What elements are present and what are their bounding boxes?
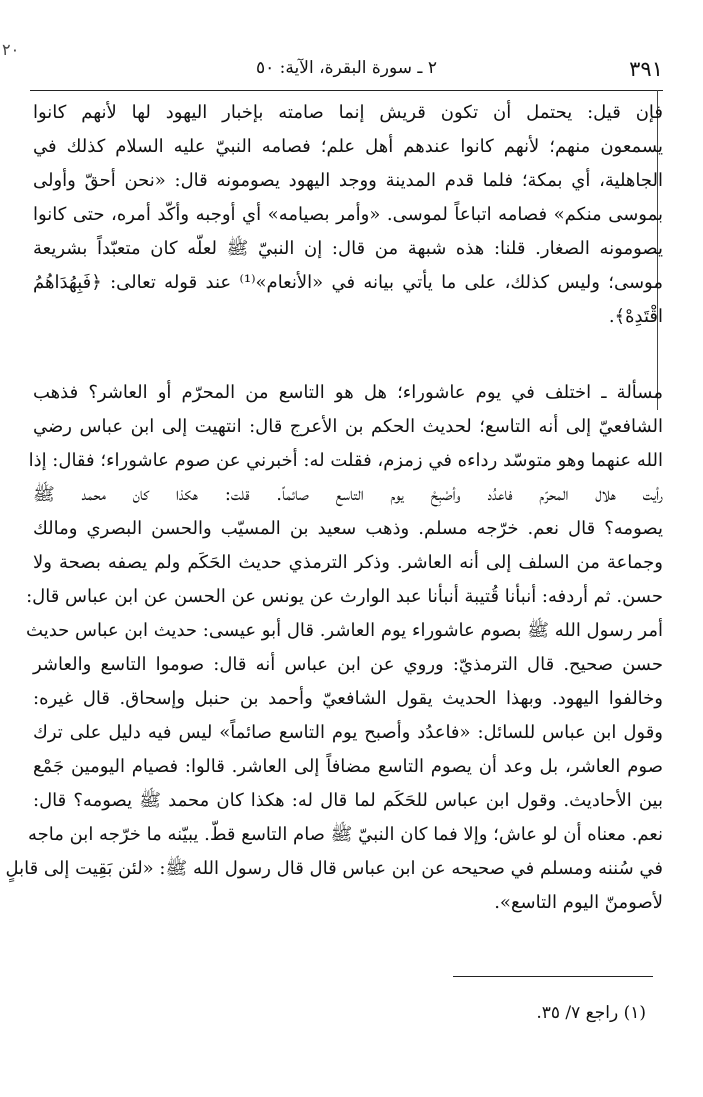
text-line: أمر رسول الله ﷺ بصوم عاشوراء يوم العاشر. قال أبو عيسى: حديث ابن عباس حديث — [26, 620, 663, 641]
text-line: صوم العاشر، بل وعد أن يصوم التاسع مضافاً إلى العاشر. قالوا: فصيام اليومين جَمْع — [33, 756, 663, 777]
running-title: ٢ ـ سورة البقرة، الآية: ٥٠ — [256, 58, 437, 78]
corner-mark: ٢٠ — [2, 40, 20, 59]
text-line: وجماعة من السلف إلى أنه العاشر. وذكر الترمذي حديث الحَكَم ولم يصفه بصحة ولا — [33, 552, 663, 573]
page-header — [30, 55, 663, 91]
text-line: الشافعيّ إلى أنه التاسع؛ لحديث الحكم بن الأعرج قال: انتهيت إلى ابن عباس رضي — [33, 416, 663, 437]
footnote-rule — [453, 976, 653, 977]
paragraph-1 — [33, 96, 663, 334]
footnote: (١) راجع ٧/ ٣٥. — [536, 1003, 646, 1023]
text-line: فإن قيل: يحتمل أن تكون قريش إنما صامته بإخبار اليهود لها لأنهم كانوا — [33, 102, 663, 123]
text-line: الله عنهما وهو متوسّد رداءه في زمزم، فقلت له: أخبرني عن صوم عاشوراء؛ فقال: إذا — [28, 450, 663, 471]
page-number: ٣٩١ — [629, 57, 663, 81]
text-line: نعم. معناه أن لو عاش؛ وإلا فما كان النبيّ ﷺ صام التاسع قطّ. يبيّنه ما خرّجه ابن ماجه — [27, 824, 663, 845]
header-rule — [30, 90, 663, 91]
text-line: حسن. ثم أردفه: أنبأنا قُتيبة أنبأنا عبد الوارث عن يونس عن الحسن عن ابن عباس قال: — [26, 586, 663, 607]
text-line: مسألة ـ اختلف في يوم عاشوراء؛ هل هو التاسع من المحرّم أو العاشر؟ فذهب — [33, 382, 663, 403]
text-line: بين الأحاديث. وقول ابن عباس للحَكَم لما قال له: هكذا كان محمد ﷺ يصومه؟ قال: — [33, 790, 663, 811]
text-line: يصومه؟ قال نعم. خرّجه مسلم. وذهب سعيد بن المسيّب والحسن البصري ومالك — [33, 518, 663, 539]
text-line: وقول ابن عباس للسائل: «فاعدُد وأصبح يوم التاسع صائماً» ليس فيه دليل على ترك — [33, 722, 663, 743]
text-line: بموسى منكم» فصامه اتباعاً لموسى. «وأمر بصيامه» أي أوجبه وأكّد أمره، حتى كانوا — [33, 204, 663, 225]
text-line: يصومونه الصغار. قلنا: هذه شبهة من قال: إن النبيّ ﷺ لعلّه كان متعبّداً بشريعة — [33, 238, 663, 259]
text-line: رأيت هلال المحرّم فاعدُد وأصْبِحْ يوم التاسع صائماً. قلت: هكذا كان محمد ﷺ — [33, 484, 663, 505]
text-line: الجاهلية، أي بمكة؛ فلما قدم المدينة ووجد اليهود يصومونه قال: «نحن أحقّ وأولى — [33, 170, 663, 191]
text-line: موسى؛ وليس كذلك، على ما يأتي بيانه في «الأنعام»⁽¹⁾ عند قوله تعالى: ﴿فَبِهُدَاهُمُ — [33, 272, 664, 293]
text-line: اقْتَدِهْ﴾. — [608, 306, 663, 327]
text-line: حسن صحيح. قال الترمذيّ: وروي عن ابن عباس أنه قال: صوموا التاسع والعاشر — [33, 654, 663, 675]
text-line: وخالفوا اليهود. وبهذا الحديث يقول الشافعيّ وأحمد بن حنبل وإسحاق. قال غيره: — [33, 688, 663, 709]
text-line: يسمعون منهم؛ لأنهم كانوا عندهم أهل علم؛ فصامه النبيّ عليه السلام كذلك في — [33, 136, 663, 157]
text-line: لأصومنّ اليوم التاسع». — [494, 892, 663, 913]
paragraph-2 — [5, 376, 663, 920]
text-line: في سُننه ومسلم في صحيحه عن ابن عباس قال قال رسول الله ﷺ: «لئن بَقِيت إلى قابلٍ — [5, 858, 663, 879]
